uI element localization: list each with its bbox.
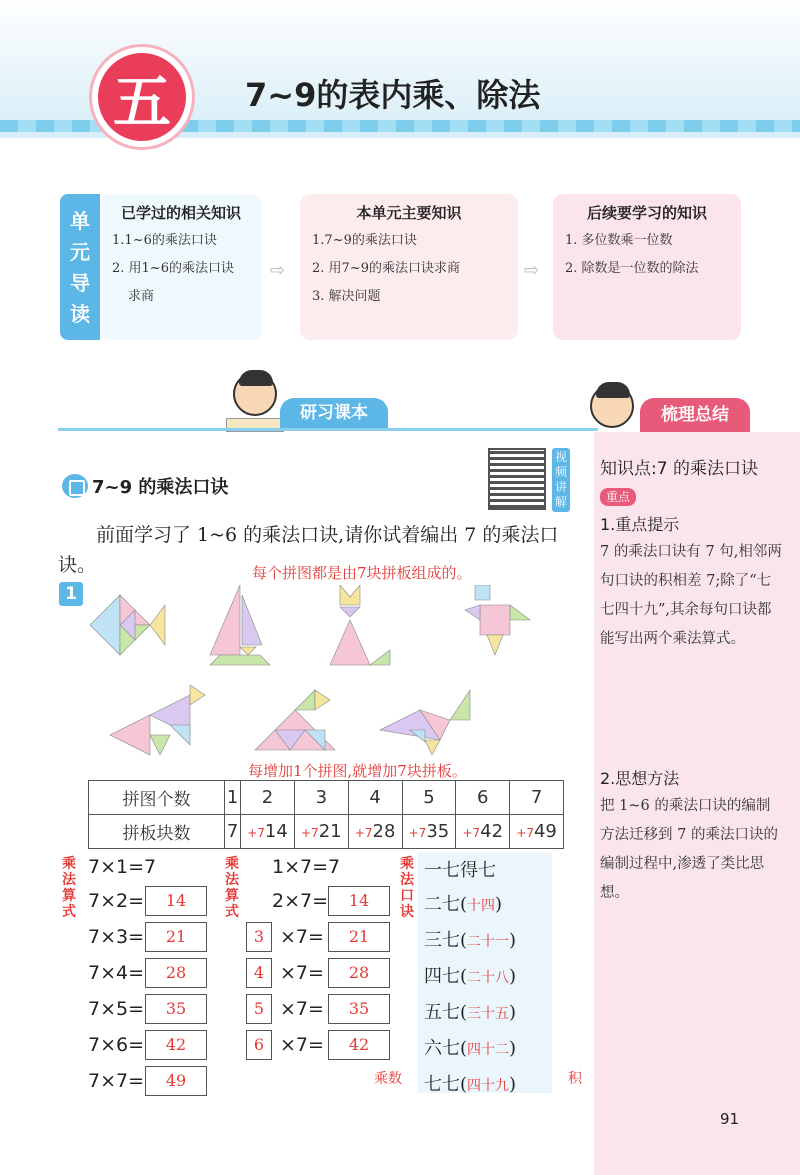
- guide-line: 1. 多位数乘一位数: [565, 233, 673, 248]
- rhyme-suffix: ): [509, 1074, 517, 1095]
- rhyme-prefix: 五七(: [424, 1002, 468, 1023]
- product-annotation: 积: [568, 1071, 582, 1087]
- table-row: [89, 815, 564, 849]
- equation: 7×5=: [88, 998, 145, 1020]
- rhyme-line: [424, 1034, 516, 1060]
- table-cell: [456, 815, 510, 849]
- equation: ×7=: [280, 962, 324, 984]
- factor-annotation: 乘数: [374, 1071, 402, 1087]
- summary-text-2: 把 1~6 的乘法口诀的编制方法迁移到 7 的乘法口诀的编制过程中,渗透了类比思想。: [600, 798, 778, 901]
- student-magnifier-illustration: [590, 384, 634, 428]
- equation: 7×2=: [88, 890, 145, 912]
- table-header-pieces: 拼板块数: [89, 815, 225, 849]
- guide-line: 1.1~6的乘法口诀: [112, 233, 217, 248]
- increment-label: +7: [408, 826, 427, 840]
- factor-box: 6: [246, 1030, 272, 1060]
- tangram-bird: [465, 585, 530, 655]
- unit-badge: [92, 47, 192, 147]
- rhyme-prefix: 六七(: [424, 1038, 468, 1059]
- increment-label: +7: [301, 826, 319, 840]
- table-cell: 7: [510, 781, 564, 815]
- rhyme-suffix: ): [509, 1002, 517, 1023]
- tangram-cat: [330, 585, 390, 665]
- guide-box-title: 已学过的相关知识: [120, 204, 241, 222]
- summary-text-1: 7 的乘法口诀有 7 句,相邻两句口诀的积相差 7;除了“七七四十九”,其余每句口诀都能写出两个乘法算式。: [600, 544, 782, 647]
- answer-box: 42: [145, 1030, 207, 1060]
- rhyme-answer: 四十九: [467, 1078, 510, 1094]
- unit-number: 五: [112, 68, 171, 136]
- section-divider: [58, 428, 598, 431]
- increment-label: +7: [516, 826, 534, 840]
- summary-heading: [600, 455, 760, 511]
- rhyme-line: [424, 1070, 516, 1096]
- factor-box: 5: [246, 994, 272, 1024]
- equation: 7×7=: [88, 1070, 145, 1092]
- guide-box-current: [300, 194, 518, 340]
- tangram-swan: [255, 690, 335, 750]
- table-cell-value: 42: [480, 821, 504, 842]
- table-cell: [241, 815, 295, 849]
- rhyme-suffix: ): [509, 930, 517, 951]
- rhyme-answer: 十四: [467, 898, 496, 914]
- multiplication-label: 乘法算式: [225, 856, 239, 920]
- table-cell: [402, 815, 456, 849]
- table-cell: 7: [225, 815, 241, 849]
- guide-line: 2. 用1~6的乘法口诀: [112, 261, 234, 276]
- answer-box: 21: [328, 922, 390, 952]
- factor-box: 3: [246, 922, 272, 952]
- tab-study-textbook: 研习课本: [280, 398, 388, 428]
- arrow-icon: ⇨: [270, 260, 286, 281]
- table-cell: 4: [348, 781, 402, 815]
- guide-line: 2. 用7~9的乘法口诀求商: [312, 261, 460, 276]
- guide-box-next: [553, 194, 741, 340]
- summary-sub-2: 2.思想方法: [600, 769, 680, 788]
- puzzle-table: [88, 780, 564, 849]
- table-cell-value: 35: [426, 821, 450, 842]
- equation: 7×4=: [88, 962, 145, 984]
- table-cell-value: 14: [264, 821, 288, 842]
- table-cell: [348, 815, 402, 849]
- tab-summary: 梳理总结: [640, 398, 750, 432]
- qr-code[interactable]: [488, 448, 546, 510]
- increment-label: +7: [247, 826, 265, 840]
- tangram-fish: [90, 595, 165, 655]
- increment-label: +7: [354, 826, 373, 840]
- summary-sub-1: 1.重点提示: [600, 515, 680, 534]
- summary-heading-text: 知识点:7 的乘法口诀: [600, 459, 758, 479]
- rhyme-answer: 二十八: [467, 970, 510, 986]
- increment-label: +7: [462, 826, 481, 840]
- factor-box: 4: [246, 958, 272, 988]
- page-number: 91: [720, 1110, 740, 1128]
- answer-box: 21: [145, 922, 207, 952]
- guide-box-prior: [100, 194, 262, 340]
- equation: 7×3=: [88, 926, 145, 948]
- tangram-boat: [210, 585, 270, 665]
- book-icon: [62, 474, 88, 498]
- rhyme-label: 乘法口诀: [400, 856, 414, 920]
- puzzle-note: 每个拼图都是由7块拼板组成的。: [252, 564, 472, 582]
- rhyme-line: [424, 962, 516, 988]
- tangram-crane: [380, 690, 470, 755]
- table-cell: [510, 815, 564, 849]
- equation: ×7=: [280, 926, 324, 948]
- arrow-icon: ⇨: [524, 260, 540, 281]
- rhyme-suffix: ): [495, 894, 503, 915]
- answer-box: 14: [145, 886, 207, 916]
- table-cell-value: 28: [372, 821, 396, 842]
- guide-box-title: 后续要学习的知识: [586, 204, 707, 222]
- answer-box: 14: [328, 886, 390, 916]
- equation: 2×7=: [272, 890, 329, 912]
- rhyme-answer: 二十一: [467, 934, 510, 950]
- tangram-dog: [110, 685, 205, 755]
- answer-box: 49: [145, 1066, 207, 1096]
- table-cell: 1: [225, 781, 241, 815]
- rhyme-prefix: 四七(: [424, 966, 468, 987]
- guide-tag: [60, 194, 100, 340]
- equation: 7×1=7: [88, 856, 157, 878]
- rhyme-prefix: 三七(: [424, 930, 468, 951]
- answer-box: 28: [328, 958, 390, 988]
- guide-line: 1.7~9的乘法口诀: [312, 233, 417, 248]
- table-cell: 2: [241, 781, 295, 815]
- intro-paragraph: 前面学习了 1~6 的乘法口诀,请你试着编出 7 的乘法口诀。: [58, 524, 559, 576]
- rhyme-line: [424, 998, 516, 1024]
- rhyme-prefix: 二七(: [424, 894, 468, 915]
- rhyme-prefix: 七七(: [424, 1074, 468, 1095]
- answer-box: 35: [328, 994, 390, 1024]
- equation: 1×7=7: [272, 856, 341, 878]
- answer-box: 28: [145, 958, 207, 988]
- increment-note: 每增加1个拼图,就增加7块拼板。: [248, 762, 467, 780]
- table-cell: 5: [402, 781, 456, 815]
- table-cell: [294, 815, 348, 849]
- table-cell: 6: [456, 781, 510, 815]
- rhyme-suffix: ): [509, 1038, 517, 1059]
- tangram-illustrations: [80, 585, 560, 770]
- equation: ×7=: [280, 1034, 324, 1056]
- student-illustration: [233, 372, 277, 416]
- page-title: 7~9的表内乘、除法: [245, 76, 541, 114]
- rhyme-line: [424, 890, 502, 916]
- rhyme-answer: 三十五: [467, 1006, 510, 1022]
- equation: ×7=: [280, 998, 324, 1020]
- rhyme-suffix: ): [509, 966, 517, 987]
- table-cell-value: 21: [318, 821, 342, 842]
- multiplication-label: 乘法算式: [62, 856, 76, 920]
- table-row: [89, 781, 564, 815]
- guide-line: 3. 解决问题: [312, 289, 381, 304]
- rhyme-line: 一七得七: [424, 860, 496, 881]
- guide-box-title: 本单元主要知识: [356, 204, 462, 222]
- table-cell: 3: [294, 781, 348, 815]
- table-header-count: 拼图个数: [89, 781, 225, 815]
- rhyme-line: [424, 926, 516, 952]
- answer-box: 42: [328, 1030, 390, 1060]
- guide-line: 2. 除数是一位数的除法: [565, 261, 699, 276]
- table-cell-value: 49: [533, 821, 557, 842]
- key-point-badge: 重点: [600, 488, 636, 506]
- equation: 7×6=: [88, 1034, 145, 1056]
- rhyme-answer: 四十二: [467, 1042, 510, 1058]
- video-label[interactable]: 视频讲解: [552, 448, 570, 512]
- guide-tag-text: 单元导读: [70, 209, 90, 326]
- section-title: 7~9 的乘法口诀: [92, 477, 229, 498]
- answer-box: 35: [145, 994, 207, 1024]
- problem-number: 1: [59, 582, 83, 606]
- guide-line: 求商: [128, 289, 155, 304]
